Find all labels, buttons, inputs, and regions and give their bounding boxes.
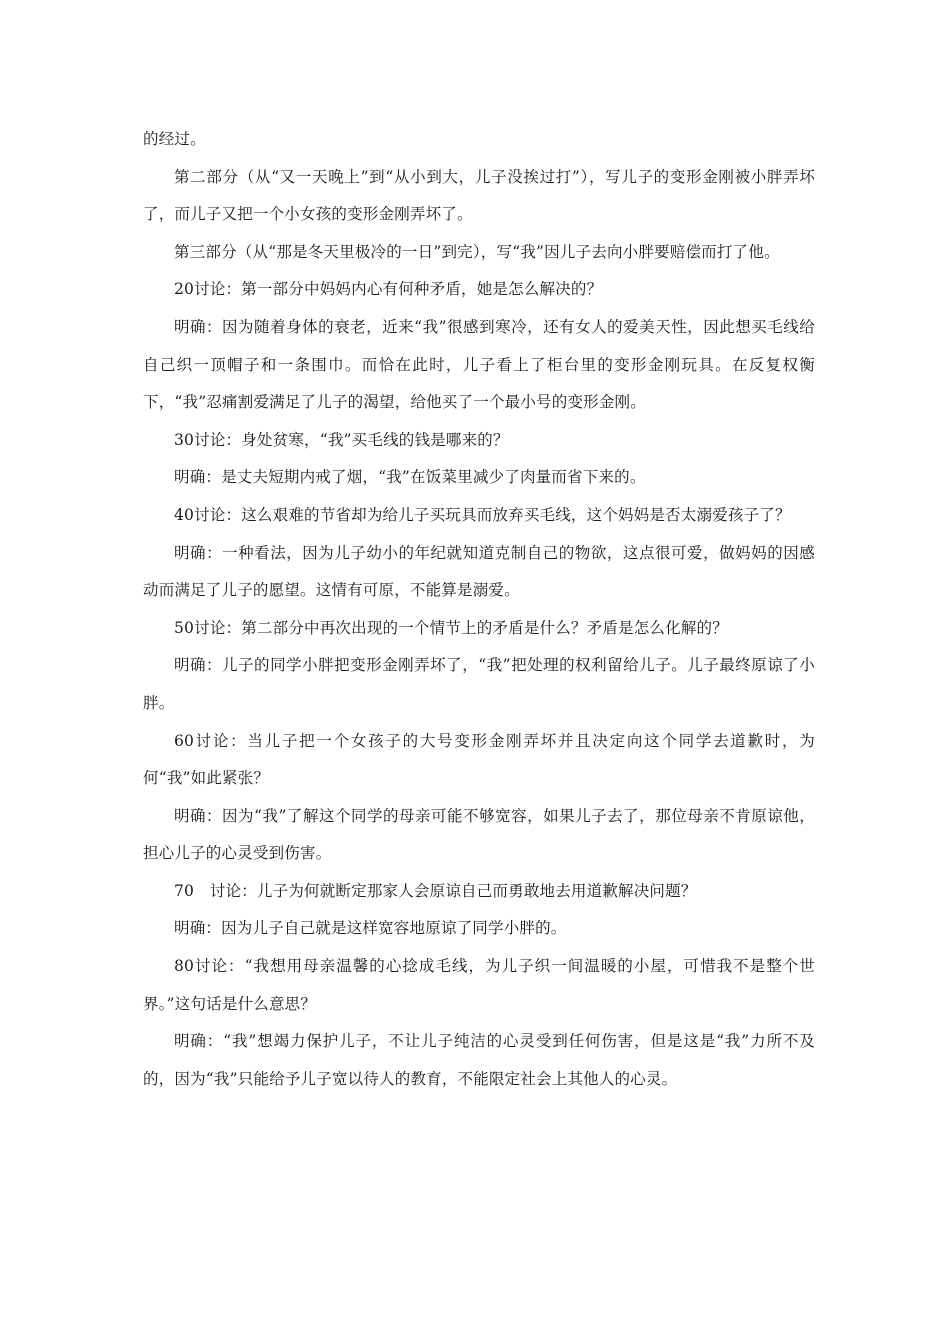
paragraph-continuation: 的经过。 bbox=[143, 130, 206, 148]
paragraph-part-three: 第三部分（从“那是冬天里极冷的一日”到完），写“我”因儿子去向小胖要赔偿而打了他。 bbox=[174, 242, 780, 261]
discussion-answer-2: 明确：因为随着身体的衰老，近来“我”很感到寒冷，还有女人的爱美天性，因此想买毛线给自己织一顶帽子和一条围巾。而恰在此时，儿子看上了柜台里的变形金刚玩具。在反复权衡下，“我”忍痛割爱满足了儿子的渴望，给他买了一个最小号的变形金刚。 bbox=[143, 317, 815, 412]
discussion-answer-3: 明确：是丈夫短期内戒了烟，“我”在饭菜里减少了肉量而省下来的。 bbox=[174, 468, 646, 487]
discussion-question-8: 80讨论：“我想用母亲温馨的心捻成毛线，为儿子织一间温暖的小屋，可惜我不是整个世界。”这句话是什么意思？ bbox=[143, 957, 815, 1013]
discussion-question-5: 50讨论：第二部分中再次出现的一个情节上的矛盾是什么？矛盾是怎么化解的？ bbox=[174, 618, 728, 637]
discussion-answer-8: 明确：“我”想竭力保护儿子，不让儿子纯洁的心灵受到任何伤害，但是这是“我”力所不及的，因为“我”只能给予儿子宽以待人的教育，不能限定社会上其他人的心灵。 bbox=[143, 1032, 815, 1088]
paragraph-part-two: 第二部分（从“又一天晚上”到“从小到大，儿子没挨过打”），写儿子的变形金刚被小胖弄坏了，而儿子又把一个小女孩的变形金刚弄坏了。 bbox=[143, 167, 815, 224]
discussion-question-6: 60讨论：当儿子把一个女孩子的大号变形金刚弄坏并且决定向这个同学去道歉时，为何“我”如此紧张？ bbox=[143, 731, 815, 788]
discussion-question-4: 40讨论：这么艰难的节省却为给儿子买玩具而放弃买毛线，这个妈妈是否太溺爱孩子了？ bbox=[174, 505, 791, 524]
discussion-answer-5: 明确：儿子的同学小胖把变形金刚弄坏了，“我”把处理的权利留给儿子。儿子最终原谅了小胖。 bbox=[143, 656, 815, 712]
discussion-question-3: 30讨论：身处贫寒，“我”买毛线的钱是哪来的？ bbox=[174, 430, 509, 449]
discussion-answer-6: 明确：因为“我”了解这个同学的母亲可能不够宽容，如果儿子去了，那位母亲不肯原谅他，担心儿子的心灵受到伤害。 bbox=[143, 806, 815, 863]
discussion-answer-7: 明确：因为儿子自己就是这样宽容地原谅了同学小胖的。 bbox=[174, 919, 567, 938]
discussion-question-2: 20讨论：第一部分中妈妈内心有何种矛盾，她是怎么解决的？ bbox=[174, 280, 603, 299]
document-page bbox=[143, 121, 815, 1098]
discussion-question-7: 70 讨论：儿子为何就断定那家人会原谅自己而勇敢地去用道歉解决问题？ bbox=[174, 881, 697, 900]
discussion-answer-4: 明确：一种看法，因为儿子幼小的年纪就知道克制自己的物欲，这点很可爱，做妈妈的因感动而满足了儿子的愿望。这情有可原，不能算是溺爱。 bbox=[143, 543, 815, 600]
